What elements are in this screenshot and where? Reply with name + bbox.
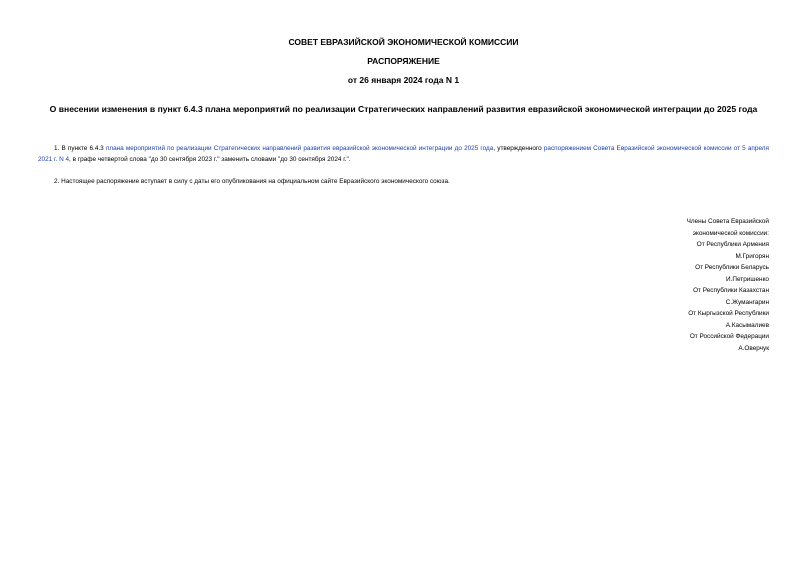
signatory-country: От Республики Беларусь xyxy=(695,264,769,271)
signatory-country: От Кыргызской Республики xyxy=(688,310,769,317)
signatory-country: От Российской Федерации xyxy=(689,333,769,340)
decree-link[interactable]: распоряжением Совета Евразийской экономической комиссии от 5 апреля 2021 г. N 4 xyxy=(38,145,769,163)
signatures-intro-line-2: экономической комиссии: xyxy=(692,229,769,237)
signatory-name: А.Оверчук xyxy=(738,344,769,352)
plan-link[interactable]: плана мероприятий по реализации Стратегических направлений развития евразийской экономической интеграции до 2025 года xyxy=(105,145,494,152)
signatory-name: М.Григорян xyxy=(735,252,769,260)
organization-title: СОВЕТ ЕВРАЗИЙСКОЙ ЭКОНОМИЧЕСКОЙ КОМИССИИ xyxy=(288,37,519,47)
signatory-country: От Республики Армения xyxy=(696,241,769,248)
signatures-intro-line-1: Члены Совета Евразийской xyxy=(686,218,769,225)
document-date-number: от 26 января 2024 года N 1 xyxy=(347,75,460,85)
paragraph-1-lead: 1. В пункте 6.4.3 xyxy=(54,145,106,152)
signatures-block xyxy=(687,216,769,354)
document-type: РАСПОРЯЖЕНИЕ xyxy=(367,56,440,66)
document-heading: О внесении изменения в пункт 6.4.3 плана мероприятий по реализации Стратегических направлений развития евразийской экономической интеграции до 2025 года xyxy=(49,104,758,114)
paragraph-1-tail: , в графе четвертой слова "до 30 сентября 2023 г." заменить словами "до 30 сентября 2024 г.". xyxy=(69,155,351,163)
paragraph-1-middle: , утвержденного xyxy=(493,145,544,152)
signatory-name: И.Петришенко xyxy=(726,275,769,283)
paragraph-2: 2. Настоящее распоряжение вступает в силу с даты его опубликования на официальном сайте Евразийского экономического союза. xyxy=(54,178,450,185)
signatory-name: А.Касымалиев xyxy=(725,321,769,329)
paragraph-1 xyxy=(38,144,769,165)
signatory-name: С.Жумангарин xyxy=(725,298,769,306)
signatory-country: От Республики Казахстан xyxy=(693,287,769,294)
